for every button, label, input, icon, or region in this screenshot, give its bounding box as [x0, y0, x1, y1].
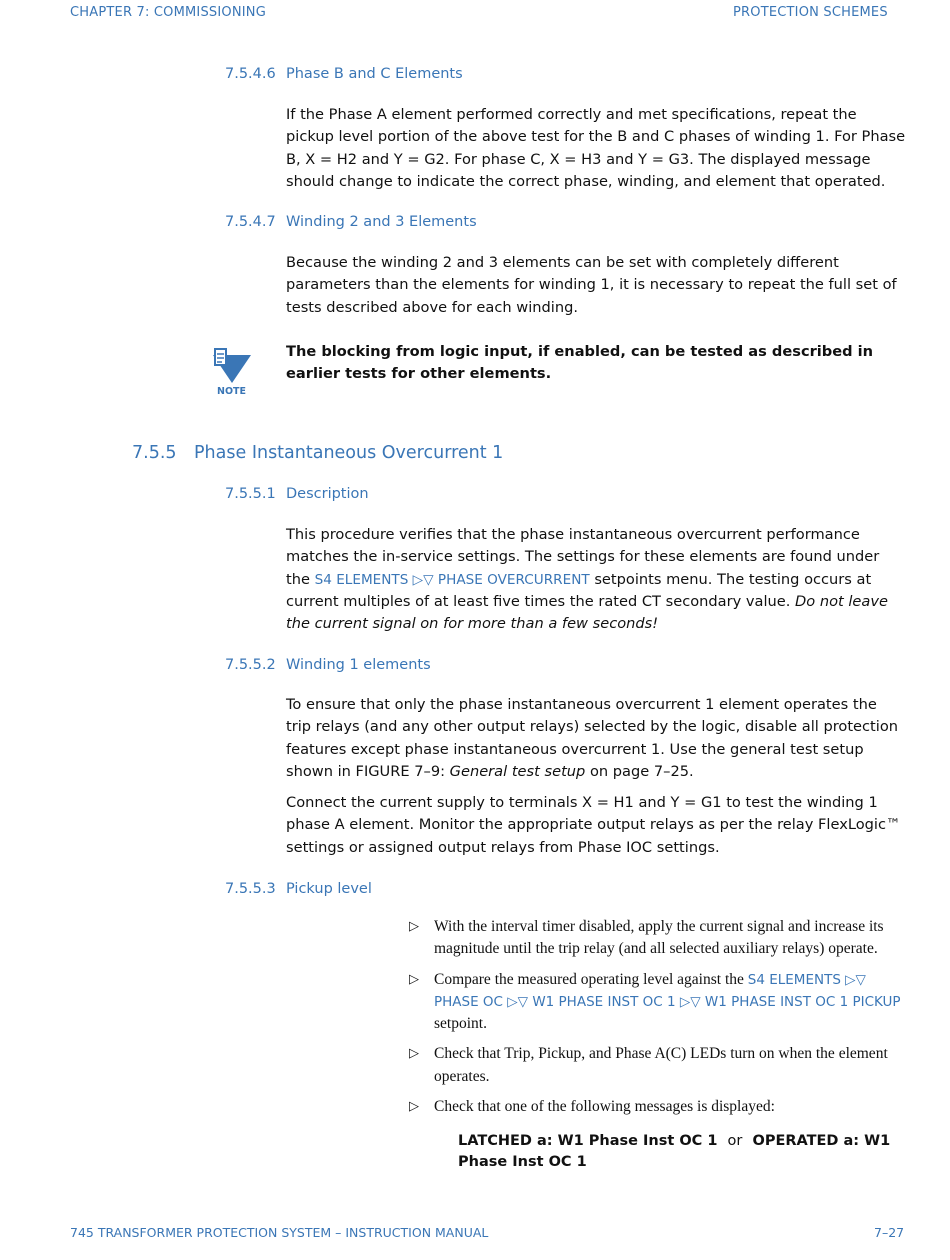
- body-text: [286, 694, 906, 783]
- running-footer-title: 745 TRANSFORMER PROTECTION SYSTEM – INSTRUCTION MANUAL: [70, 1225, 489, 1240]
- warning-text: Do not leave the current signal on for more than a few seconds!: [286, 592, 888, 633]
- running-header-section: PROTECTION SCHEMES: [733, 5, 888, 20]
- note-label: NOTE: [217, 386, 246, 397]
- heading-number: 7.5.4.7: [225, 214, 276, 230]
- paragraph-7551: [286, 524, 906, 635]
- heading-title: Phase B and C Elements: [286, 66, 463, 82]
- list-item: [409, 916, 909, 961]
- list-item: [409, 1043, 909, 1088]
- bullet-triangle-icon: ▷: [409, 971, 419, 987]
- paragraph-7552-a: [286, 694, 906, 783]
- note-text: The blocking from logic input, if enabled, can be tested as described in earlier tests for other elements.: [286, 343, 874, 382]
- list-item-text: With the interval timer disabled, apply the current signal and increase its magnitude until the trip relay (and all selected auxiliary relays) operate.: [434, 918, 884, 958]
- body-text: If the Phase A element performed correctly and met specifications, repeat the pickup level portion of the above test for the B and C phases of winding 1. For Phase B, X = H2 and Y = G2. For phase C, X = H3 and Y = G3. The displayed message should change to indicate the correct phase, winding, and element that operated.: [286, 106, 906, 190]
- list-item-text-end: setpoint.: [434, 1015, 487, 1033]
- heading-number: 7.5.5.3: [225, 881, 276, 897]
- heading-number: 7.5.4.6: [225, 66, 276, 82]
- list-item-text: Check that Trip, Pickup, and Phase A(C) LEDs turn on when the element operates.: [434, 1045, 888, 1085]
- heading-number: 7.5.5.1: [225, 486, 276, 502]
- bullet-triangle-icon: ▷: [409, 919, 419, 934]
- setpoint-path: S4 ELEMENTS ▷▽ PHASE OC ▷▽ W1 PHASE INST OC 1 ▷▽ W1 PHASE INST OC 1 PICKUP: [434, 971, 901, 1010]
- running-header-chapter: CHAPTER 7: COMMISSIONING: [70, 5, 266, 20]
- list-item: [409, 969, 909, 1036]
- figure-reference: General test setup: [449, 762, 586, 780]
- page-number: 7–27: [874, 1225, 905, 1240]
- list-item-text: Check that one of the following messages is displayed:: [434, 1098, 775, 1116]
- body-text: [286, 524, 906, 635]
- latched-message: LATCHED a: W1 Phase Inst OC 1: [458, 1133, 718, 1149]
- heading-title: Winding 1 elements: [286, 657, 431, 673]
- paragraph-7547: [286, 252, 906, 319]
- body-text-start: This procedure verifies that the phase instantaneous overcurrent performance matches the in-service settings. The settings for these elements are found under the: [286, 526, 880, 588]
- heading-number: 7.5.5.2: [225, 657, 276, 673]
- bullet-triangle-icon: ▷: [409, 1099, 419, 1115]
- body-text-start: To ensure that only the phase instantaneous overcurrent 1 element operates the trip relays (and any other output relays) selected by the logic, disable all protection features except phase instantaneous overcurrent 1. Use the general test setup shown in FIGURE 7–9:: [286, 696, 899, 780]
- heading-title: Pickup level: [286, 881, 372, 897]
- body-text: Connect the current supply to terminals X = H1 and Y = G1 to test the winding 1 phase A element. Monitor the appropriate output relays as per the relay FlexLogic™ settings or assigned output relays from Phase IOC settings.: [286, 794, 901, 856]
- procedure-list: [409, 916, 909, 1126]
- display-messages: [458, 1131, 910, 1172]
- paragraph-7546: [286, 104, 906, 193]
- setpoint-path: S4 ELEMENTS ▷▽ PHASE OVERCURRENT: [314, 571, 590, 588]
- body-text: Because the winding 2 and 3 elements can be set with completely different parameters than the elements for winding 1, it is necessary to repeat the full set of tests described above for each winding.: [286, 254, 897, 316]
- heading-number: 7.5.5: [132, 443, 177, 463]
- heading-title: Phase Instantaneous Overcurrent 1: [194, 443, 504, 463]
- or-separator: or: [727, 1133, 743, 1149]
- list-item: [409, 1096, 909, 1118]
- bullet-triangle-icon: ▷: [409, 1046, 419, 1062]
- list-item-text: Compare the measured operating level against the: [434, 970, 748, 988]
- body-text-middle: setpoints menu. The testing occurs at current multiples of at least five times the rated CT secondary value.: [286, 570, 872, 610]
- heading-title: Description: [286, 486, 369, 502]
- operated-message: OPERATED a: W1 Phase Inst OC 1: [458, 1133, 891, 1170]
- heading-title: Winding 2 and 3 Elements: [286, 214, 477, 230]
- body-text-end: on page 7–25.: [585, 762, 694, 780]
- paragraph-7552-b: [286, 792, 906, 859]
